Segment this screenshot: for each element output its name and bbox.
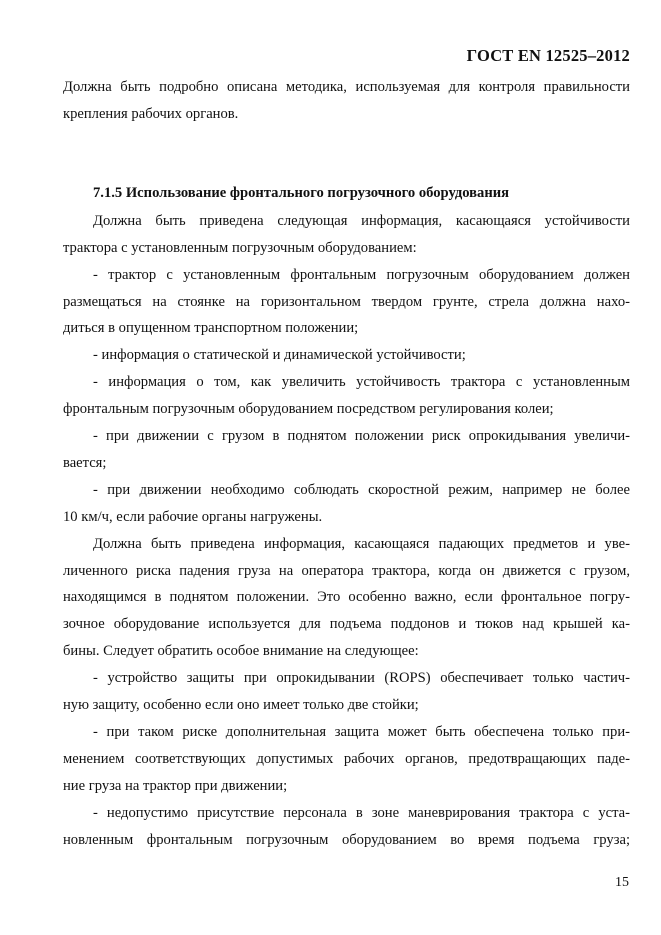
list-item-line: ную защиту, особенно если оно имеет только две стойки; (63, 697, 419, 713)
list-item-line: менением соответствующих допустимых рабочих органов, предотвращающих паде- (63, 751, 630, 767)
document-header: ГОСТ EN 12525–2012 (466, 46, 630, 65)
list-item-line: диться в опущенном транспортном положении; (63, 320, 359, 336)
paragraph-line: личенного риска падения груза на оператора трактора, когда он движется с грузом, (63, 563, 630, 579)
list-item-line: - трактор с установленным фронтальным погрузочным оборудованием должен (93, 267, 630, 283)
list-item-line: фронтальным погрузочным оборудованием посредством регулирования колеи; (63, 401, 554, 417)
list-item-line: - информация о статической и динамической устойчивости; (93, 347, 466, 363)
list-item-line: - информация о том, как увеличить устойчивость трактора с установленным (93, 374, 630, 390)
paragraph-line: находящимся в поднятом положении. Это особенно важно, если фронтальное погру- (63, 589, 630, 605)
paragraph-line: Должна быть приведена информация, касающаяся падающих предметов и уве- (93, 536, 630, 552)
intro-line: крепления рабочих органов. (63, 106, 239, 122)
list-item-line: вается; (63, 455, 107, 471)
paragraph-line: трактора с установленным погрузочным оборудованием: (63, 240, 417, 256)
list-item-line: - при таком риске дополнительная защита может быть обеспечена только при- (93, 724, 630, 740)
paragraph-line: зочное оборудование используется для подъема поддонов и тюков над крышей ка- (63, 616, 630, 632)
list-item-line: 10 км/ч, если рабочие органы нагружены. (63, 509, 323, 525)
paragraph-line: бины. Следует обратить особое внимание на следующее: (63, 643, 419, 659)
list-item-line: - при движении необходимо соблюдать скоростной режим, например не более (93, 482, 630, 498)
intro-line: Должна быть подробно описана методика, используемая для контроля правильности (63, 79, 630, 95)
page-number: 15 (615, 875, 629, 890)
list-item-line: - при движении с грузом в поднятом положении риск опрокидывания увеличи- (93, 428, 630, 444)
section-title: 7.1.5 Использование фронтального погрузочного оборудования (93, 185, 510, 201)
list-item-line: новленным фронтальным погрузочным оборудованием во время подъема груза; (63, 832, 630, 848)
paragraph-line: Должна быть приведена следующая информация, касающаяся устойчивости (93, 213, 630, 229)
list-item-line: ние груза на трактор при движении; (63, 778, 288, 794)
list-item-line: размещаться на стоянке на горизонтальном твердом грунте, стрела должна нахо- (63, 294, 630, 310)
list-item-line: - устройство защиты при опрокидывании (ROPS) обеспечивает только частич- (93, 670, 630, 686)
list-item-line: - недопустимо присутствие персонала в зоне маневрирования трактора с уста- (93, 805, 630, 821)
